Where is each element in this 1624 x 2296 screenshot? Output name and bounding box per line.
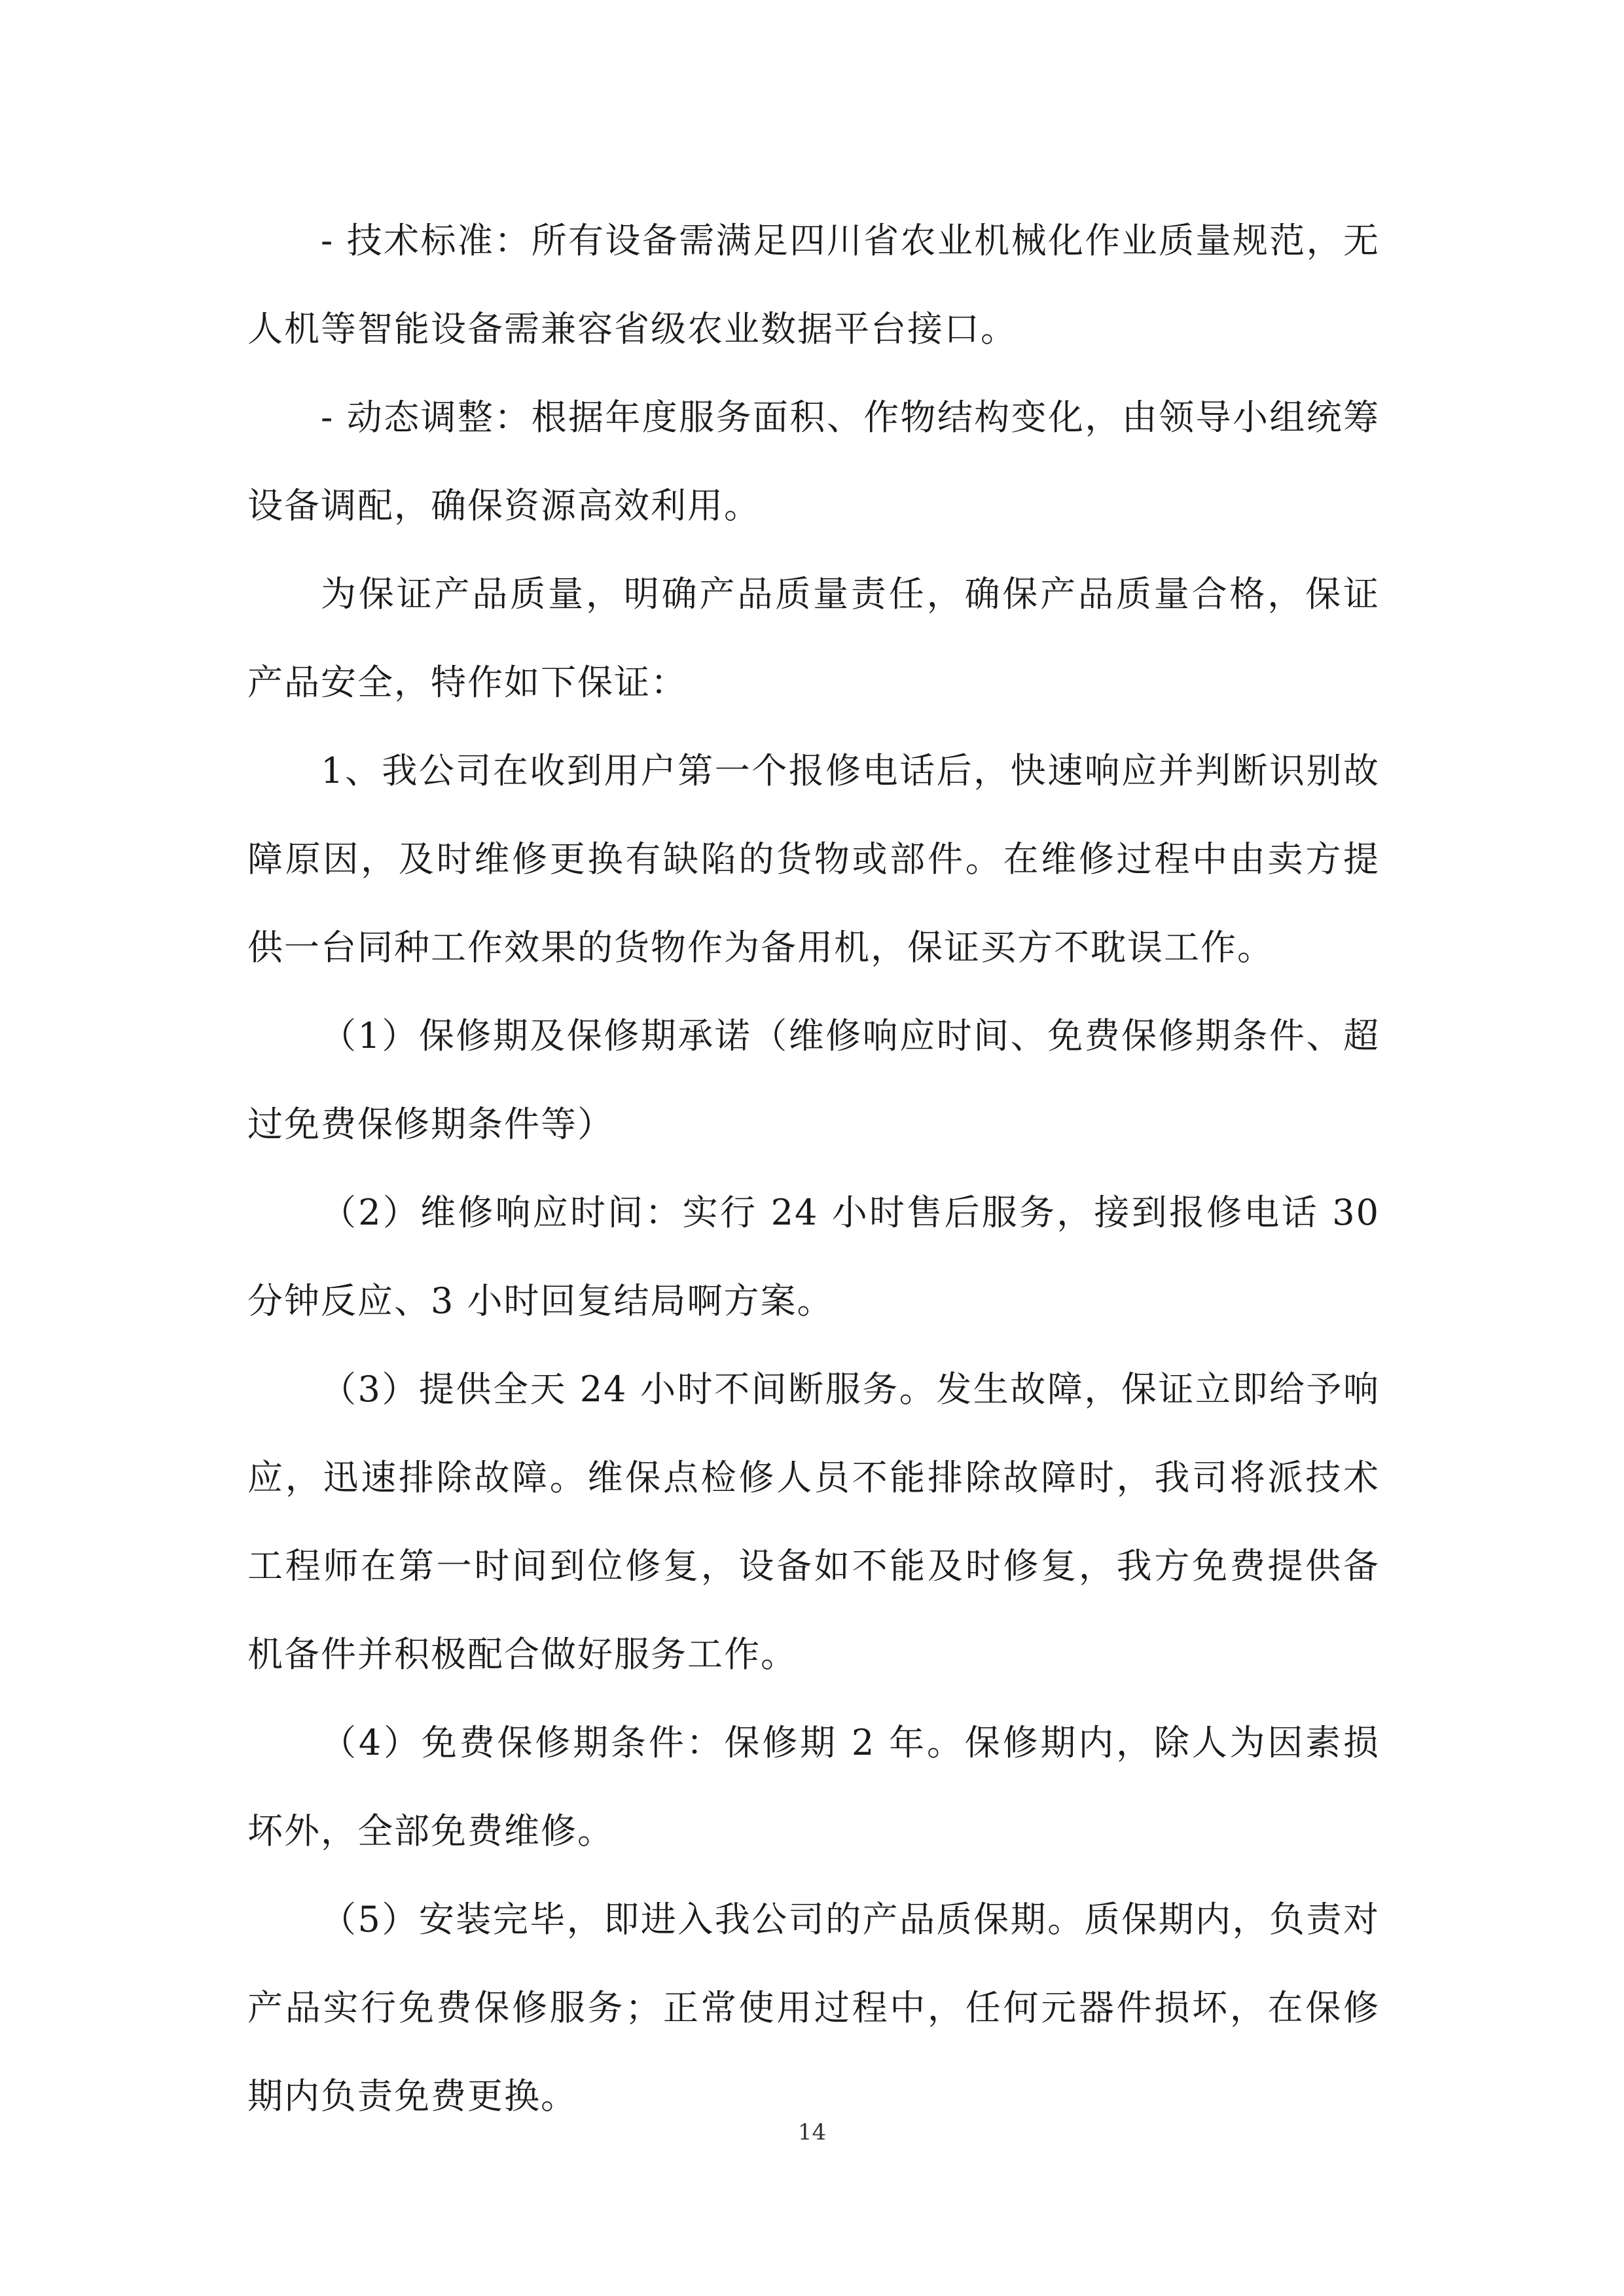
paragraph-subitem-1-warranty-commitment: （1）保修期及保修期承诺（维修响应时间、免费保修期条件、超过免费保修期条件等） [247,1015,1380,1145]
page-number: 14 [797,2119,827,2145]
paragraph-subitem-3-24h-service: （3）提供全天 24 小时不间断服务。发生故障，保证立即给予响应，迅速排除故障。维保点检修人员不能排除故障时，我司将派技术工程师在第一时间到位修复，设备如不能及时修复，我方免费提供备机备件并积极配合做好服务工作。 [247,1369,1380,1675]
paragraph-subitem-5-quality-period: （5）安装完毕，即进入我公司的产品质保期。质保期内，负责对产品实行免费保修服务；正常使用过程中，任何元器件损坏，在保修期内负责免费更换。 [247,1899,1380,2117]
paragraph-subitem-4-free-warranty: （4）免费保修期条件：保修期 2 年。保修期内，除人为因素损坏外，全部免费维修。 [247,1722,1380,1852]
paragraph-subitem-2-response-time: （2）维修响应时间：实行 24 小时售后服务，接到报修电话 30 分钟反应、3 小时回复结局啊方案。 [247,1192,1380,1321]
document-body [247,196,1380,2140]
paragraph-dynamic-adjustment: - 动态调整：根据年度服务面积、作物结构变化，由领导小组统筹设备调配，确保资源高效利用。 [247,397,1380,526]
paragraph-item-1-repair-response: 1、我公司在收到用户第一个报修电话后，快速响应并判断识别故障原因，及时维修更换有缺陷的货物或部件。在维修过程中由卖方提供一台同种工作效果的货物作为备用机，保证买方不耽误工作。 [247,750,1380,968]
paragraph-quality-guarantee-intro: 为保证产品质量，明确产品质量责任，确保产品质量合格，保证产品安全，特作如下保证： [247,573,1380,703]
paragraph-technical-standard: - 技术标准：所有设备需满足四川省农业机械化作业质量规范，无人机等智能设备需兼容省级农业数据平台接口。 [247,220,1380,350]
